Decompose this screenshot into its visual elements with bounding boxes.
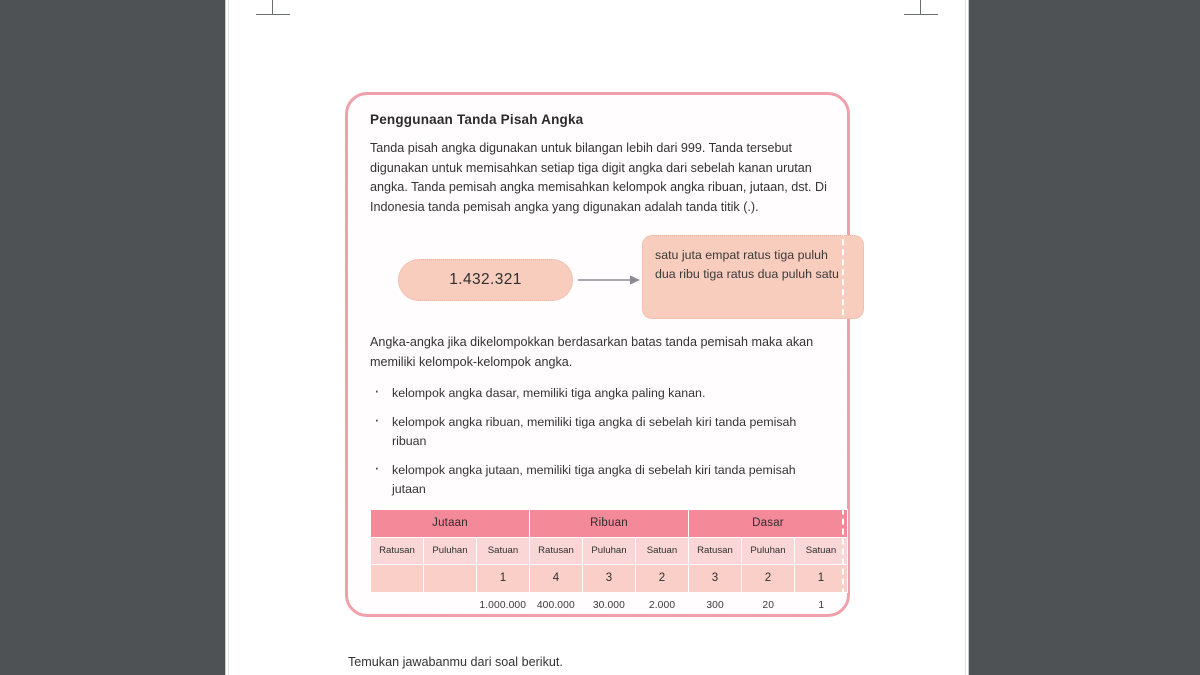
table-cell-digit: 2 xyxy=(636,564,689,592)
table-subheader: Ratusan xyxy=(689,537,742,564)
crop-mark-left xyxy=(256,0,290,22)
pink-callout-card xyxy=(345,92,850,617)
place-value-table xyxy=(370,509,848,593)
table-subheader: Puluhan xyxy=(583,537,636,564)
expanded-value: 400.000 xyxy=(536,599,575,611)
crop-mark-horizontal-line xyxy=(256,14,290,15)
list-item: · kelompok angka ribuan, memiliki tiga angka di sebelah kiri tanda pemisah ribuan xyxy=(370,413,829,452)
table-subheader: Puluhan xyxy=(742,537,795,564)
table-subheader: Satuan xyxy=(795,537,848,564)
example-words-text: satu juta empat ratus tiga puluh dua ribu tiga ratus dua puluh satu xyxy=(655,248,839,281)
expanded-value: 1.000.000 xyxy=(479,599,527,611)
crop-mark-vertical-line xyxy=(272,0,273,14)
example-number-pill xyxy=(398,259,573,301)
example-row xyxy=(370,231,839,327)
grouping-bullet-list xyxy=(370,384,829,500)
card-title: Penggunaan Tanda Pisah Angka xyxy=(370,112,584,127)
intro-paragraph: Tanda pisah angka digunakan untuk bilangan lebih dari 999. Tanda tersebut digunakan untuk memisahkan setiap tiga digit angka dari sebelah kanan urutan angka. Tanda pemisah angka memisahkan kelompok angka ribuan, jutaan, dst. Di Indonesia tanda pemisah angka yang digunakan adalah tanda titik (.). xyxy=(370,141,827,214)
grouping-paragraph: Angka-angka jika dikelompokkan berdasarkan batas tanda pemisah maka akan memiliki kelompok-kelompok angka. xyxy=(370,335,814,369)
expanded-value: 20 xyxy=(762,599,775,611)
crop-mark-vertical-line xyxy=(920,0,921,14)
table-cell-digit: 2 xyxy=(742,564,795,592)
example-words-box xyxy=(642,235,864,319)
crop-mark-right xyxy=(904,0,938,22)
below-card-text: Temukan jawabanmu dari soal berikut. xyxy=(348,655,563,669)
table-row xyxy=(371,564,848,592)
table-cell-digit: 1 xyxy=(477,564,530,592)
table-cell-digit: 3 xyxy=(583,564,636,592)
expanded-value: 30.000 xyxy=(592,599,625,611)
document-page xyxy=(226,0,968,675)
expanded-value: 300 xyxy=(706,599,724,611)
page-edge-rule-right xyxy=(965,0,966,675)
table-group-header-row xyxy=(371,509,848,537)
crop-mark-horizontal-line xyxy=(904,14,938,15)
table-cell-digit: 4 xyxy=(530,564,583,592)
table-subheader-row xyxy=(371,537,848,564)
table-subheader: Ratusan xyxy=(530,537,583,564)
table-subheader: Ratusan xyxy=(371,537,424,564)
table-subheader: Puluhan xyxy=(424,537,477,564)
table-subheader: Satuan xyxy=(477,537,530,564)
expanded-values-spacer xyxy=(370,600,476,611)
page-edge-rule-left xyxy=(228,0,229,675)
arrow-right-icon xyxy=(578,273,640,287)
list-item: · kelompok angka jutaan, memiliki tiga angka di sebelah kiri tanda pemisah jutaan xyxy=(370,461,829,500)
expanded-values-row xyxy=(370,600,848,611)
table-cell-digit xyxy=(424,564,477,592)
table-group-header: Ribuan xyxy=(530,509,689,537)
callout-content xyxy=(370,112,839,611)
expanded-value: 1 xyxy=(818,599,825,611)
table-group-header: Dasar xyxy=(689,509,848,537)
table-cell-digit: 1 xyxy=(795,564,848,592)
list-item: · kelompok angka dasar, memiliki tiga angka paling kanan. xyxy=(370,384,829,404)
table-cell-digit xyxy=(371,564,424,592)
table-subheader: Satuan xyxy=(636,537,689,564)
table-group-header: Jutaan xyxy=(371,509,530,537)
expanded-value: 2.000 xyxy=(648,599,676,611)
table-cell-digit: 3 xyxy=(689,564,742,592)
example-number-text: 1.432.321 xyxy=(449,271,522,288)
